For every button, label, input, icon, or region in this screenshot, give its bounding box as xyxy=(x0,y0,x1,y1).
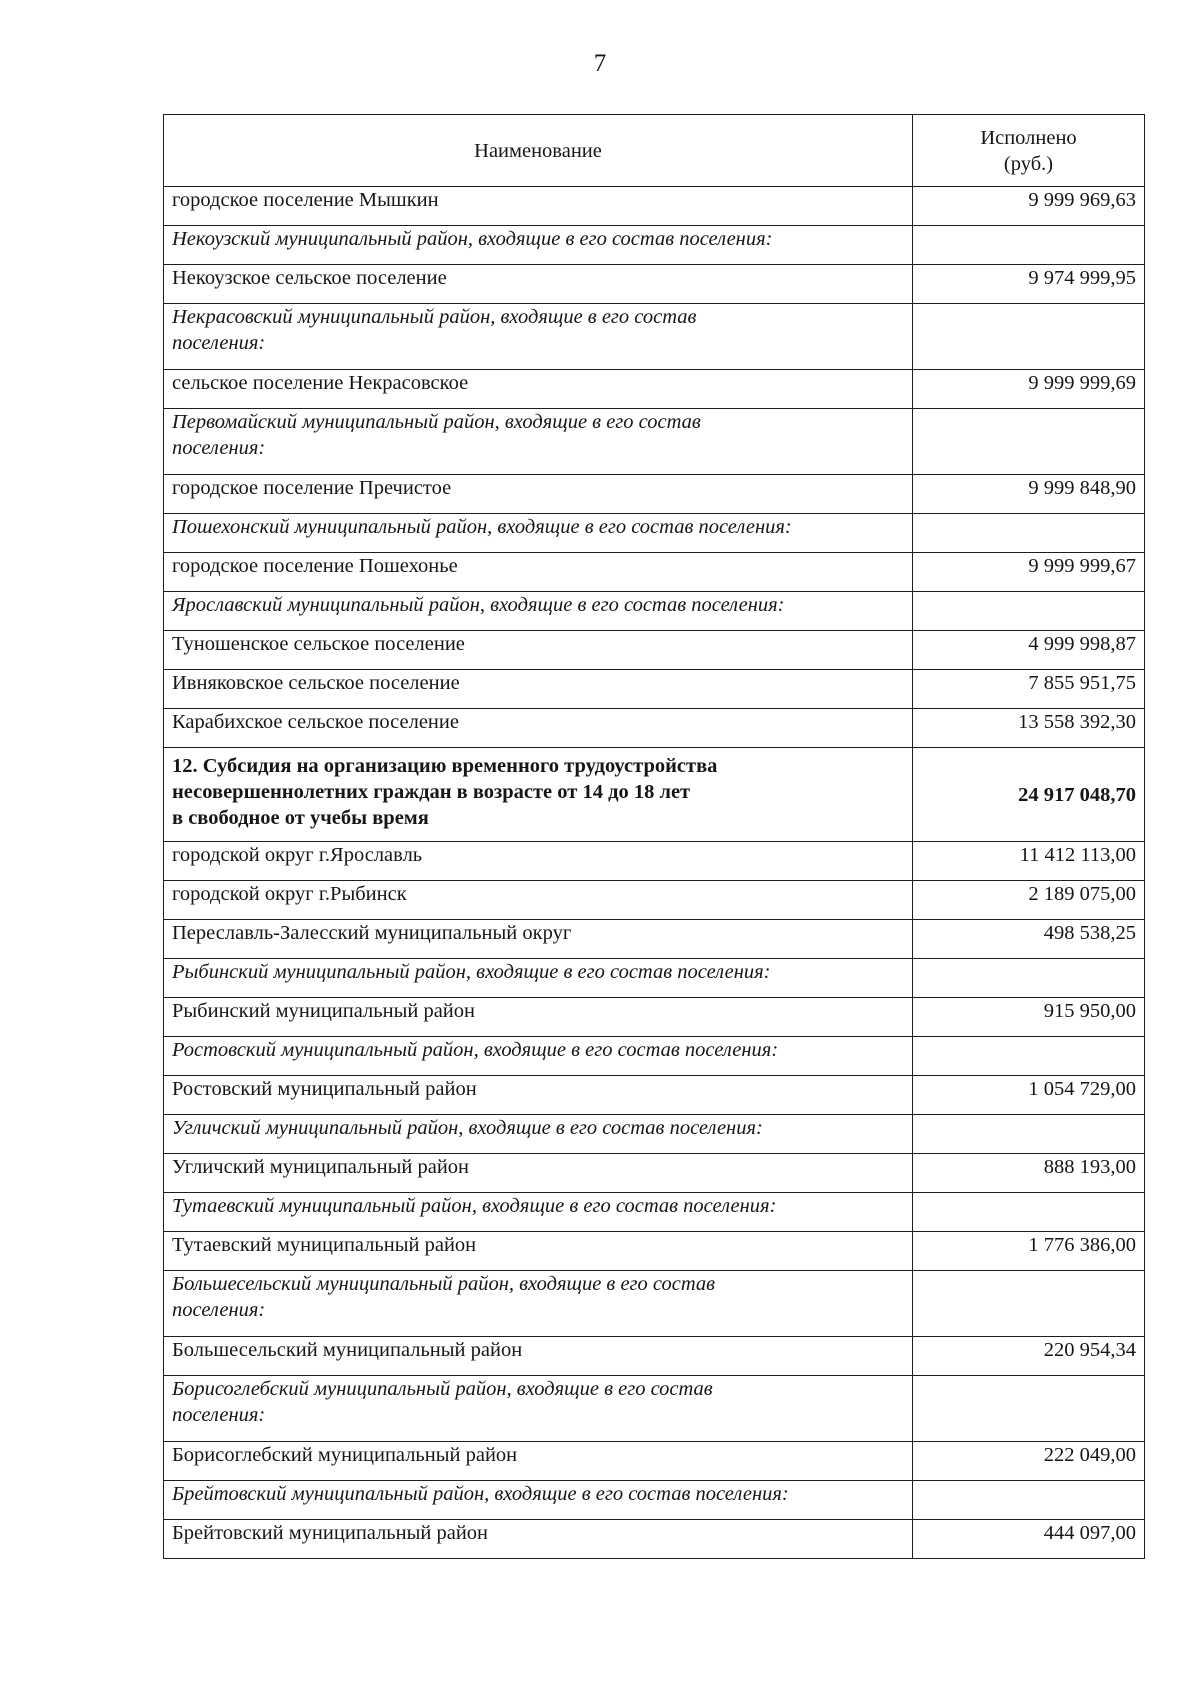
district-group-row xyxy=(164,304,1145,370)
amount-cell xyxy=(913,1376,1145,1442)
budget-execution-table xyxy=(163,114,1145,1559)
municipality-name: Брейтовский муниципальный район xyxy=(164,1520,913,1559)
amount-cell: 498 538,25 xyxy=(913,920,1145,959)
amount-cell: 888 193,00 xyxy=(913,1154,1145,1193)
municipality-name: Рыбинский муниципальный район xyxy=(164,998,913,1037)
amount-cell: 1 776 386,00 xyxy=(913,1232,1145,1271)
table-row xyxy=(164,670,1145,709)
table-row xyxy=(164,881,1145,920)
section-total-amount: 24 917 048,70 xyxy=(913,748,1145,842)
district-group-label: Борисоглебский муниципальный район, входящие в его состав поселения: xyxy=(164,1376,913,1442)
municipality-name: сельское поселение Некрасовское xyxy=(164,370,913,409)
amount-cell: 220 954,34 xyxy=(913,1337,1145,1376)
table-row xyxy=(164,370,1145,409)
municipality-name: Ивняковское сельское поселение xyxy=(164,670,913,709)
table-row xyxy=(164,1154,1145,1193)
table-row xyxy=(164,631,1145,670)
municipality-name: городское поселение Пречистое xyxy=(164,475,913,514)
municipality-name: Некоузское сельское поселение xyxy=(164,265,913,304)
amount-cell: 4 999 998,87 xyxy=(913,631,1145,670)
amount-cell: 1 054 729,00 xyxy=(913,1076,1145,1115)
table-body xyxy=(164,187,1145,1559)
table-row xyxy=(164,709,1145,748)
table-row xyxy=(164,553,1145,592)
district-group-row xyxy=(164,1376,1145,1442)
district-group-row xyxy=(164,1037,1145,1076)
municipality-name: Переславль-Залесский муниципальный округ xyxy=(164,920,913,959)
municipality-name: Карабихское сельское поселение xyxy=(164,709,913,748)
table-row xyxy=(164,1076,1145,1115)
amount-cell xyxy=(913,514,1145,553)
amount-cell xyxy=(913,1193,1145,1232)
amount-cell xyxy=(913,1037,1145,1076)
municipality-name: Ростовский муниципальный район xyxy=(164,1076,913,1115)
district-group-label: Некрасовский муниципальный район, входящие в его состав поселения: xyxy=(164,304,913,370)
amount-cell: 9 999 999,67 xyxy=(913,553,1145,592)
district-group-label: Ярославский муниципальный район, входящие в его состав поселения: xyxy=(164,592,913,631)
section-heading-row xyxy=(164,748,1145,842)
municipality-name: городской округ г.Ярославль xyxy=(164,842,913,881)
amount-cell xyxy=(913,1481,1145,1520)
municipality-name: Туношенское сельское поселение xyxy=(164,631,913,670)
municipality-name: Угличский муниципальный район xyxy=(164,1154,913,1193)
district-group-row xyxy=(164,226,1145,265)
amount-cell xyxy=(913,304,1145,370)
amount-cell: 444 097,00 xyxy=(913,1520,1145,1559)
district-group-row xyxy=(164,959,1145,998)
amount-cell: 9 974 999,95 xyxy=(913,265,1145,304)
amount-cell: 7 855 951,75 xyxy=(913,670,1145,709)
table-row xyxy=(164,1442,1145,1481)
table-row xyxy=(164,1232,1145,1271)
amount-cell: 11 412 113,00 xyxy=(913,842,1145,881)
district-group-row xyxy=(164,514,1145,553)
amount-cell: 9 999 999,69 xyxy=(913,370,1145,409)
municipality-name: городской округ г.Рыбинск xyxy=(164,881,913,920)
amount-cell: 2 189 075,00 xyxy=(913,881,1145,920)
page-number: 7 xyxy=(593,50,607,77)
table-row xyxy=(164,187,1145,226)
table-row xyxy=(164,842,1145,881)
district-group-label: Ростовский муниципальный район, входящие в его состав поселения: xyxy=(164,1037,913,1076)
amount-cell xyxy=(913,1271,1145,1337)
district-group-row xyxy=(164,1481,1145,1520)
district-group-row xyxy=(164,1115,1145,1154)
amount-cell: 222 049,00 xyxy=(913,1442,1145,1481)
municipality-name: Большесельский муниципальный район xyxy=(164,1337,913,1376)
amount-cell: 9 999 848,90 xyxy=(913,475,1145,514)
amount-cell xyxy=(913,592,1145,631)
municipality-name: Тутаевский муниципальный район xyxy=(164,1232,913,1271)
column-header-name: Наименование xyxy=(164,115,913,187)
column-header-amount: Исполнено (руб.) xyxy=(913,115,1145,187)
amount-cell xyxy=(913,1115,1145,1154)
amount-cell: 915 950,00 xyxy=(913,998,1145,1037)
amount-cell: 13 558 392,30 xyxy=(913,709,1145,748)
district-group-label: Пошехонский муниципальный район, входящие в его состав поселения: xyxy=(164,514,913,553)
table-row xyxy=(164,998,1145,1037)
district-group-label: Угличский муниципальный район, входящие в его состав поселения: xyxy=(164,1115,913,1154)
table-row xyxy=(164,920,1145,959)
district-group-row xyxy=(164,1271,1145,1337)
table-row xyxy=(164,1337,1145,1376)
municipality-name: городское поселение Пошехонье xyxy=(164,553,913,592)
section-title: 12. Субсидия на организацию временного трудоустройства несовершеннолетних граждан в возрасте от 14 до 18 лет в свободное от учебы время xyxy=(164,748,913,842)
district-group-label: Брейтовский муниципальный район, входящие в его состав поселения: xyxy=(164,1481,913,1520)
district-group-row xyxy=(164,1193,1145,1232)
district-group-row xyxy=(164,592,1145,631)
amount-cell xyxy=(913,409,1145,475)
table-header-row xyxy=(164,115,1145,187)
table-row xyxy=(164,475,1145,514)
amount-cell: 9 999 969,63 xyxy=(913,187,1145,226)
table-row xyxy=(164,1520,1145,1559)
district-group-row xyxy=(164,409,1145,475)
municipality-name: городское поселение Мышкин xyxy=(164,187,913,226)
district-group-label: Рыбинский муниципальный район, входящие в его состав поселения: xyxy=(164,959,913,998)
municipality-name: Борисоглебский муниципальный район xyxy=(164,1442,913,1481)
amount-cell xyxy=(913,226,1145,265)
district-group-label: Некоузский муниципальный район, входящие в его состав поселения: xyxy=(164,226,913,265)
table-row xyxy=(164,265,1145,304)
district-group-label: Первомайский муниципальный район, входящие в его состав поселения: xyxy=(164,409,913,475)
district-group-label: Большесельский муниципальный район, входящие в его состав поселения: xyxy=(164,1271,913,1337)
amount-cell xyxy=(913,959,1145,998)
district-group-label: Тутаевский муниципальный район, входящие в его состав поселения: xyxy=(164,1193,913,1232)
